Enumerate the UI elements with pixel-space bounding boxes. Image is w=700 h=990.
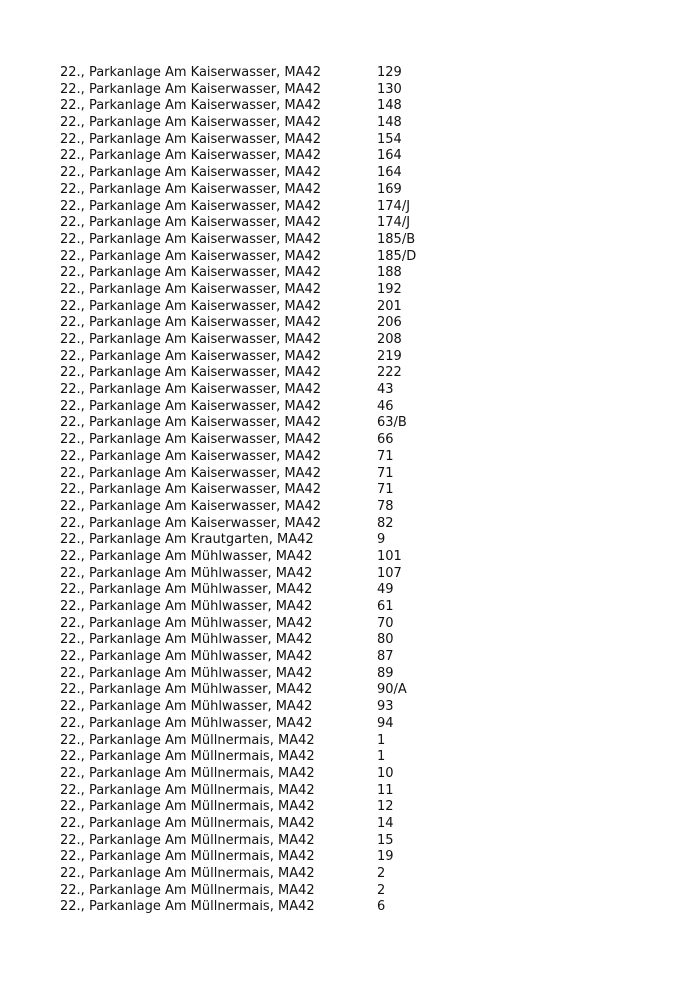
list-item	[60, 315, 660, 332]
list-item	[60, 649, 660, 666]
list-item	[60, 449, 660, 466]
location-text: 22., Parkanlage Am Kaiserwasser, MA42	[60, 298, 322, 314]
location-text: 22., Parkanlage Am Kaiserwasser, MA42	[60, 348, 322, 364]
list-item	[60, 365, 660, 382]
number-text: 71	[377, 482, 394, 498]
number-text: 70	[377, 615, 394, 631]
number-text: 185/D	[377, 248, 417, 264]
number-text: 90/A	[377, 682, 407, 698]
list-item	[60, 616, 660, 633]
list-item	[60, 816, 660, 833]
number-text: 15	[377, 832, 394, 848]
location-text: 22., Parkanlage Am Müllnermais, MA42	[60, 849, 315, 865]
location-text: 22., Parkanlage Am Kaiserwasser, MA42	[60, 181, 322, 197]
number-text: 169	[377, 181, 402, 197]
number-text: 130	[377, 81, 402, 97]
list-item	[60, 415, 660, 432]
list-item	[60, 349, 660, 366]
list-item	[60, 148, 660, 165]
number-text: 192	[377, 281, 402, 297]
location-text: 22., Parkanlage Am Mühlwasser, MA42	[60, 665, 313, 681]
list-item	[60, 833, 660, 850]
location-text: 22., Parkanlage Am Kaiserwasser, MA42	[60, 398, 322, 414]
location-text: 22., Parkanlage Am Mühlwasser, MA42	[60, 649, 313, 665]
location-text: 22., Parkanlage Am Mühlwasser, MA42	[60, 599, 313, 614]
list-item	[60, 783, 660, 800]
location-text: 22., Parkanlage Am Kaiserwasser, MA42	[60, 515, 322, 531]
location-text: 22., Parkanlage Am Kaiserwasser, MA42	[60, 432, 322, 448]
location-text: 22., Parkanlage Am Müllnermais, MA42	[60, 899, 315, 915]
number-text: 206	[377, 315, 402, 331]
location-text: 22., Parkanlage Am Kaiserwasser, MA42	[60, 198, 322, 214]
location-text: 22., Parkanlage Am Müllnermais, MA42	[60, 882, 315, 898]
list-item	[60, 899, 660, 916]
location-text: 22., Parkanlage Am Mühlwasser, MA42	[60, 615, 313, 631]
location-text: 22., Parkanlage Am Kaiserwasser, MA42	[60, 165, 322, 181]
list-item	[60, 599, 660, 616]
list-item	[60, 516, 660, 533]
location-text: 22., Parkanlage Am Mühlwasser, MA42	[60, 548, 313, 564]
list-item	[60, 399, 660, 416]
number-text: 148	[377, 115, 402, 131]
number-text: 9	[377, 532, 386, 548]
list-item	[60, 716, 660, 733]
location-text: 22., Parkanlage Am Kaiserwasser, MA42	[60, 415, 322, 431]
location-text: 22., Parkanlage Am Müllnermais, MA42	[60, 765, 315, 781]
list-item	[60, 332, 660, 349]
location-text: 22., Parkanlage Am Kaiserwasser, MA42	[60, 231, 322, 247]
location-text: 22., Parkanlage Am Kaiserwasser, MA42	[60, 315, 322, 331]
location-text: 22., Parkanlage Am Kaiserwasser, MA42	[60, 131, 322, 147]
list-item	[60, 482, 660, 499]
list-item	[60, 549, 660, 566]
list-item	[60, 165, 660, 182]
number-text: 174/J	[377, 215, 411, 231]
number-text: 129	[377, 65, 402, 80]
location-text: 22., Parkanlage Am Müllnermais, MA42	[60, 749, 315, 765]
list-item	[60, 232, 660, 249]
number-text: 43	[377, 382, 394, 398]
number-text: 61	[377, 599, 394, 614]
location-text: 22., Parkanlage Am Kaiserwasser, MA42	[60, 482, 322, 498]
location-text: 22., Parkanlage Am Kaiserwasser, MA42	[60, 98, 322, 114]
location-text: 22., Parkanlage Am Kaiserwasser, MA42	[60, 332, 322, 347]
list-item	[60, 299, 660, 316]
location-text: 22., Parkanlage Am Kaiserwasser, MA42	[60, 215, 322, 231]
list-item	[60, 733, 660, 750]
number-text: 14	[377, 815, 394, 831]
list-item	[60, 82, 660, 99]
list-item	[60, 249, 660, 266]
list-item	[60, 265, 660, 282]
list-item	[60, 532, 660, 549]
number-text: 148	[377, 98, 402, 114]
number-text: 1	[377, 732, 386, 748]
number-text: 174/J	[377, 198, 411, 214]
list-item	[60, 849, 660, 866]
location-text: 22., Parkanlage Am Kaiserwasser, MA42	[60, 65, 322, 80]
number-text: 154	[377, 131, 402, 147]
location-text: 22., Parkanlage Am Kaiserwasser, MA42	[60, 448, 322, 464]
number-text: 11	[377, 782, 394, 798]
list-item	[60, 766, 660, 783]
number-text: 101	[377, 548, 402, 564]
number-text: 93	[377, 699, 394, 715]
list-item	[60, 866, 660, 883]
number-text: 66	[377, 432, 394, 448]
location-text: 22., Parkanlage Am Kaiserwasser, MA42	[60, 148, 322, 164]
location-text: 22., Parkanlage Am Kaiserwasser, MA42	[60, 382, 322, 398]
location-text: 22., Parkanlage Am Kaiserwasser, MA42	[60, 365, 322, 381]
list-item	[60, 666, 660, 683]
number-text: 71	[377, 448, 394, 464]
number-text: 94	[377, 715, 394, 731]
number-text: 46	[377, 398, 394, 414]
location-text: 22., Parkanlage Am Müllnermais, MA42	[60, 732, 315, 748]
list-item	[60, 682, 660, 699]
list-item	[60, 466, 660, 483]
list-item	[60, 499, 660, 516]
location-text: 22., Parkanlage Am Mühlwasser, MA42	[60, 699, 313, 715]
number-text: 80	[377, 632, 394, 648]
location-text: 22., Parkanlage Am Mühlwasser, MA42	[60, 582, 313, 598]
number-text: 87	[377, 649, 394, 665]
location-text: 22., Parkanlage Am Mühlwasser, MA42	[60, 715, 313, 731]
number-text: 185/B	[377, 231, 416, 247]
location-text: 22., Parkanlage Am Müllnermais, MA42	[60, 866, 315, 881]
list-item	[60, 566, 660, 583]
list-item	[60, 582, 660, 599]
number-text: 10	[377, 765, 394, 781]
number-text: 19	[377, 849, 394, 865]
number-text: 82	[377, 515, 394, 531]
number-text: 6	[377, 899, 386, 915]
number-text: 2	[377, 866, 386, 881]
location-text: 22., Parkanlage Am Kaiserwasser, MA42	[60, 115, 322, 131]
number-text: 222	[377, 365, 402, 381]
location-text: 22., Parkanlage Am Müllnermais, MA42	[60, 832, 315, 848]
number-text: 78	[377, 498, 394, 514]
number-text: 188	[377, 265, 402, 281]
number-text: 208	[377, 332, 402, 347]
number-text: 63/B	[377, 415, 407, 431]
list-item	[60, 199, 660, 216]
location-text: 22., Parkanlage Am Kaiserwasser, MA42	[60, 81, 322, 97]
location-text: 22., Parkanlage Am Mühlwasser, MA42	[60, 565, 313, 581]
location-text: 22., Parkanlage Am Kaiserwasser, MA42	[60, 465, 322, 481]
location-text: 22., Parkanlage Am Mühlwasser, MA42	[60, 682, 313, 698]
list-item	[60, 132, 660, 149]
list-item	[60, 632, 660, 649]
number-text: 107	[377, 565, 402, 581]
number-text: 1	[377, 749, 386, 765]
location-text: 22., Parkanlage Am Kaiserwasser, MA42	[60, 248, 322, 264]
list-item	[60, 432, 660, 449]
location-text: 22., Parkanlage Am Müllnermais, MA42	[60, 799, 315, 815]
list-item	[60, 215, 660, 232]
number-text: 201	[377, 298, 402, 314]
location-text: 22., Parkanlage Am Krautgarten, MA42	[60, 532, 314, 548]
list-item	[60, 65, 660, 82]
list-item	[60, 799, 660, 816]
list-item	[60, 98, 660, 115]
list-item	[60, 115, 660, 132]
list-item	[60, 699, 660, 716]
list-item	[60, 282, 660, 299]
number-text: 12	[377, 799, 394, 815]
location-text: 22., Parkanlage Am Kaiserwasser, MA42	[60, 498, 322, 514]
number-text: 89	[377, 665, 394, 681]
number-text: 2	[377, 882, 386, 898]
location-list	[60, 65, 660, 916]
location-text: 22., Parkanlage Am Kaiserwasser, MA42	[60, 265, 322, 281]
list-item	[60, 182, 660, 199]
number-text: 49	[377, 582, 394, 598]
location-text: 22., Parkanlage Am Müllnermais, MA42	[60, 782, 315, 798]
location-text: 22., Parkanlage Am Müllnermais, MA42	[60, 815, 315, 831]
number-text: 164	[377, 148, 402, 164]
list-item	[60, 883, 660, 900]
location-text: 22., Parkanlage Am Kaiserwasser, MA42	[60, 281, 322, 297]
number-text: 71	[377, 465, 394, 481]
number-text: 164	[377, 165, 402, 181]
list-item	[60, 382, 660, 399]
location-text: 22., Parkanlage Am Mühlwasser, MA42	[60, 632, 313, 648]
list-item	[60, 749, 660, 766]
number-text: 219	[377, 348, 402, 364]
